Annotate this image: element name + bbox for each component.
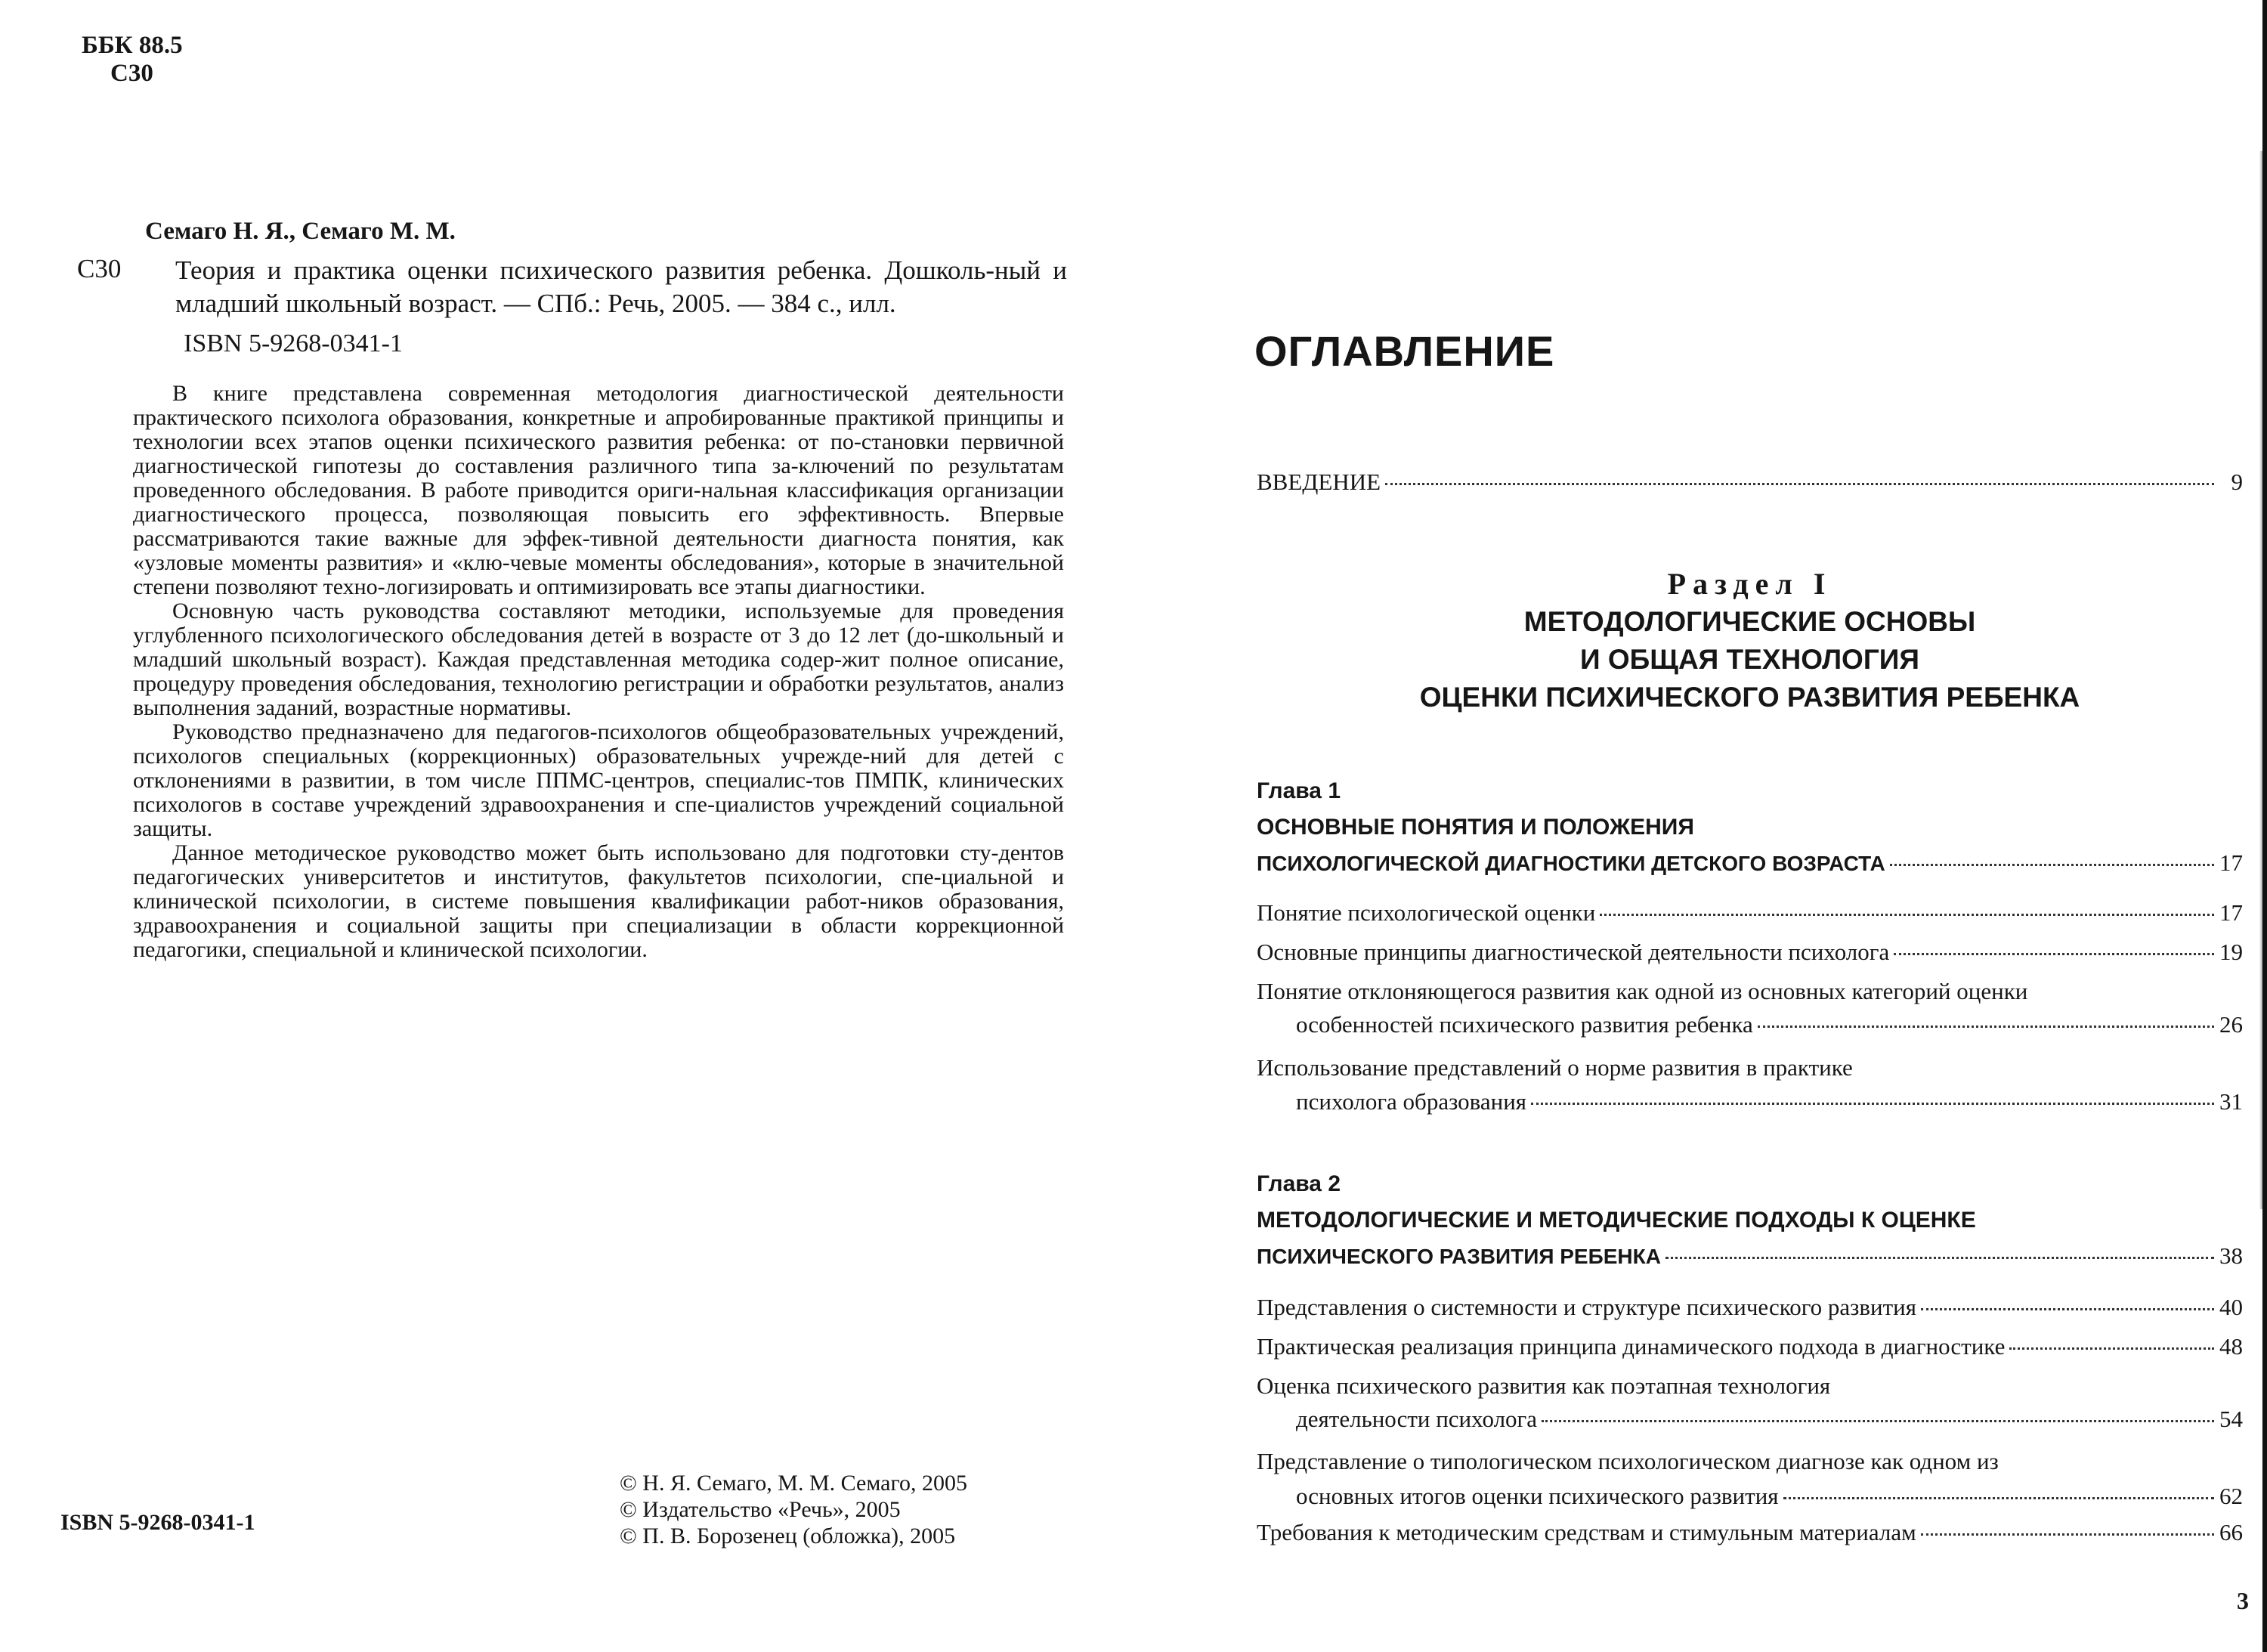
- toc-entry-chapter-1[interactable]: [1257, 849, 2243, 877]
- bbk-author-mark: С30: [110, 60, 153, 87]
- toc-entry-intro[interactable]: [1257, 469, 2243, 496]
- abstract-paragraph: Руководство предназначено для педагогов-психологов общеобразовательных учреждений, психологов специальных (коррекционных) образовательных учрежде-ний для детей с отклонениями в развитии, в том числе ППМС-центров, специалис-тов ПМПК, клинических психологов в составе учреждений здравоохранения и спе-циалистов учреждений социальной защиты.: [133, 719, 1064, 841]
- copyright-line: © Издательство «Речь», 2005: [620, 1497, 901, 1522]
- toc-entry-title-line2: деятельности психолога: [1296, 1406, 1538, 1432]
- toc-leader-dots: [1890, 864, 2214, 866]
- chapter-1-title-line2: ПСИХОЛОГИЧЕСКОЙ ДИАГНОСТИКИ ДЕТСКОГО ВОЗРАСТА: [1257, 852, 1885, 875]
- toc-entry[interactable]: [1257, 1294, 2243, 1321]
- toc-page-number: 40: [2219, 1294, 2243, 1320]
- toc-entry-title: Понятие психологической оценки: [1257, 899, 1596, 926]
- toc-entry[interactable]: [1296, 1406, 2243, 1433]
- toc-page-number: 19: [2219, 939, 2243, 965]
- section-heading: [1257, 565, 2243, 716]
- toc-entry[interactable]: [1257, 1333, 2243, 1360]
- toc-page-number: 31: [2219, 1088, 2243, 1115]
- copyright-line: © П. В. Борозенец (обложка), 2005: [620, 1524, 956, 1548]
- catalog-mark: С30: [77, 254, 122, 283]
- toc-page-number: 62: [2219, 1483, 2243, 1509]
- toc-page-number: 17: [2219, 899, 2243, 926]
- section-title-line: ОЦЕНКИ ПСИХИЧЕСКОГО РАЗВИТИЯ РЕБЕНКА: [1419, 682, 2080, 713]
- toc-entry[interactable]: [1296, 1088, 2243, 1115]
- toc-page-number: 17: [2219, 849, 2243, 876]
- toc-entry-title-line1[interactable]: Использование представлений о норме развития в практике: [1257, 1054, 1853, 1081]
- copyright-line: © Н. Я. Семаго, М. М. Семаго, 2005: [620, 1471, 968, 1496]
- toc-leader-dots: [1783, 1497, 2214, 1499]
- book-authors: Семаго Н. Я., Семаго М. М.: [145, 218, 456, 245]
- chapter-1-title-line1: ОСНОВНЫЕ ПОНЯТИЯ И ПОЛОЖЕНИЯ: [1257, 815, 1694, 840]
- toc-entry-title-line2: особенностей психического развития ребенка: [1296, 1011, 1753, 1038]
- isbn-top: ISBN 5-9268-0341-1: [184, 329, 403, 357]
- toc-page-number: 26: [2219, 1011, 2243, 1038]
- toc-leader-dots: [1921, 1533, 2214, 1536]
- toc-entry-title-line1[interactable]: Представление о типологическом психологическом диагнозе как одном из: [1257, 1448, 1999, 1474]
- bbk-index: [82, 32, 183, 88]
- chapter-2-label: Глава 2: [1257, 1171, 1341, 1196]
- toc-entry[interactable]: [1257, 939, 2243, 966]
- toc-entry[interactable]: [1296, 1483, 2243, 1510]
- book-title-description: Теория и практика оценки психического развития ребенка. Дошколь-ный и младший школьный возраст. — СПб.: Речь, 2005. — 384 с., илл.: [175, 255, 1067, 318]
- toc-leader-dots: [1758, 1026, 2214, 1028]
- toc-page-number: 9: [2231, 469, 2243, 495]
- abstract-paragraph: В книге представлена современная методология диагностической деятельности практического психолога образования, конкретные и апробированные практикой принципы и технологии всех этапов оценки психического развития ребенка: от по-становки первичной диагностической гипотезы до составления различного типа за-ключений по результатам проведенного обследования. В работе приводится ориги-нальная классификация организации диагностического процесса, позволяющая повысить его эффективность. Впервые рассматриваются такие важные для эффек-тивной деятельности диагноста понятия, как «узловые моменты развития» и «клю-чевые моменты обследования», которые в значительной степени позволяют техно-логизировать и оптимизировать все этапы диагностики.: [133, 381, 1064, 599]
- toc-leader-dots: [1665, 1257, 2214, 1259]
- page-edge: [2262, 0, 2267, 1652]
- page-number: 3: [2237, 1587, 2249, 1614]
- toc-entry-title: ВВЕДЕНИЕ: [1257, 469, 1381, 495]
- toc-entry-title-line2: психолога образования: [1296, 1088, 1527, 1115]
- toc-entry-title: Основные принципы диагностической деятельности психолога: [1257, 939, 1890, 965]
- toc-page-number: 66: [2219, 1519, 2243, 1545]
- section-title-line: И ОБЩАЯ ТЕХНОЛОГИЯ: [1580, 644, 1919, 675]
- copyright-block: [620, 1470, 967, 1549]
- chapter-2-title-line1: МЕТОДОЛОГИЧЕСКИЕ И МЕТОДИЧЕСКИЕ ПОДХОДЫ К ОЦЕНКЕ: [1257, 1208, 1976, 1233]
- bbk-code: ББК 88.5: [82, 32, 183, 59]
- section-title-line: МЕТОДОЛОГИЧЕСКИЕ ОСНОВЫ: [1523, 606, 1976, 637]
- toc-entry-title: Практическая реализация принципа динамического подхода в диагностике: [1257, 1333, 2006, 1360]
- toc-entry-title: Требования к методическим средствам и стимульным материалам: [1257, 1519, 1916, 1545]
- section-label: Раздел I: [1667, 567, 1832, 601]
- toc-leader-dots: [1600, 914, 2214, 916]
- toc-page-number: 54: [2219, 1406, 2243, 1432]
- isbn-bottom: ISBN 5-9268-0341-1: [60, 1510, 255, 1535]
- chapter-1-label: Глава 1: [1257, 778, 1341, 803]
- toc-entry[interactable]: [1257, 899, 2243, 927]
- chapter-2-title-line2: ПСИХИЧЕСКОГО РАЗВИТИЯ РЕБЕНКА: [1257, 1245, 1661, 1268]
- toc-page-number: 38: [2219, 1242, 2243, 1269]
- abstract-paragraph: Основную часть руководства составляют методики, используемые для проведения углубленного психологического обследования детей в возрасте от 3 до 12 лет (до-школьный и младший школьный возраст). Каждая представленная методика содер-жит полное описание, процедуру проведения обследования, технологию регистрации и обработки результатов, анализ выполнения заданий, возрастные нормативы.: [133, 599, 1064, 720]
- abstract-paragraph: Данное методическое руководство может быть использовано для подготовки сту-дентов педагогических университетов и институтов, факультетов психологии, спе-циальной и клинической психологии, в системе повышения квалификации работ-ников образования, здравоохранения и социальной защиты при специализации в области коррекционной педагогики, специальной и клинической психологии.: [133, 840, 1064, 962]
- toc-entry-chapter-2[interactable]: [1257, 1242, 2243, 1270]
- toc-entry[interactable]: [1257, 1519, 2243, 1546]
- toc-page-number: 48: [2219, 1333, 2243, 1360]
- toc-heading: ОГЛАВЛЕНИЕ: [1254, 327, 1555, 375]
- toc-entry-title-line1[interactable]: Понятие отклоняющегося развития как одной из основных категорий оценки: [1257, 978, 2028, 1004]
- toc-leader-dots: [1531, 1103, 2214, 1105]
- right-page: [1134, 0, 2267, 1652]
- toc-leader-dots: [1894, 953, 2214, 955]
- toc-entry[interactable]: [1296, 1011, 2243, 1038]
- toc-leader-dots: [1542, 1420, 2214, 1422]
- toc-leader-dots: [1921, 1308, 2214, 1310]
- toc-entry-title-line2: основных итогов оценки психического развития: [1296, 1483, 1779, 1509]
- book-abstract: [133, 382, 1064, 962]
- toc-entry-title-line1[interactable]: Оценка психического развития как поэтапная технология: [1257, 1372, 1831, 1399]
- toc-leader-dots: [2009, 1347, 2214, 1350]
- toc-entry-title: Представления о системности и структуре психического развития: [1257, 1294, 1917, 1320]
- toc-leader-dots: [1385, 483, 2214, 485]
